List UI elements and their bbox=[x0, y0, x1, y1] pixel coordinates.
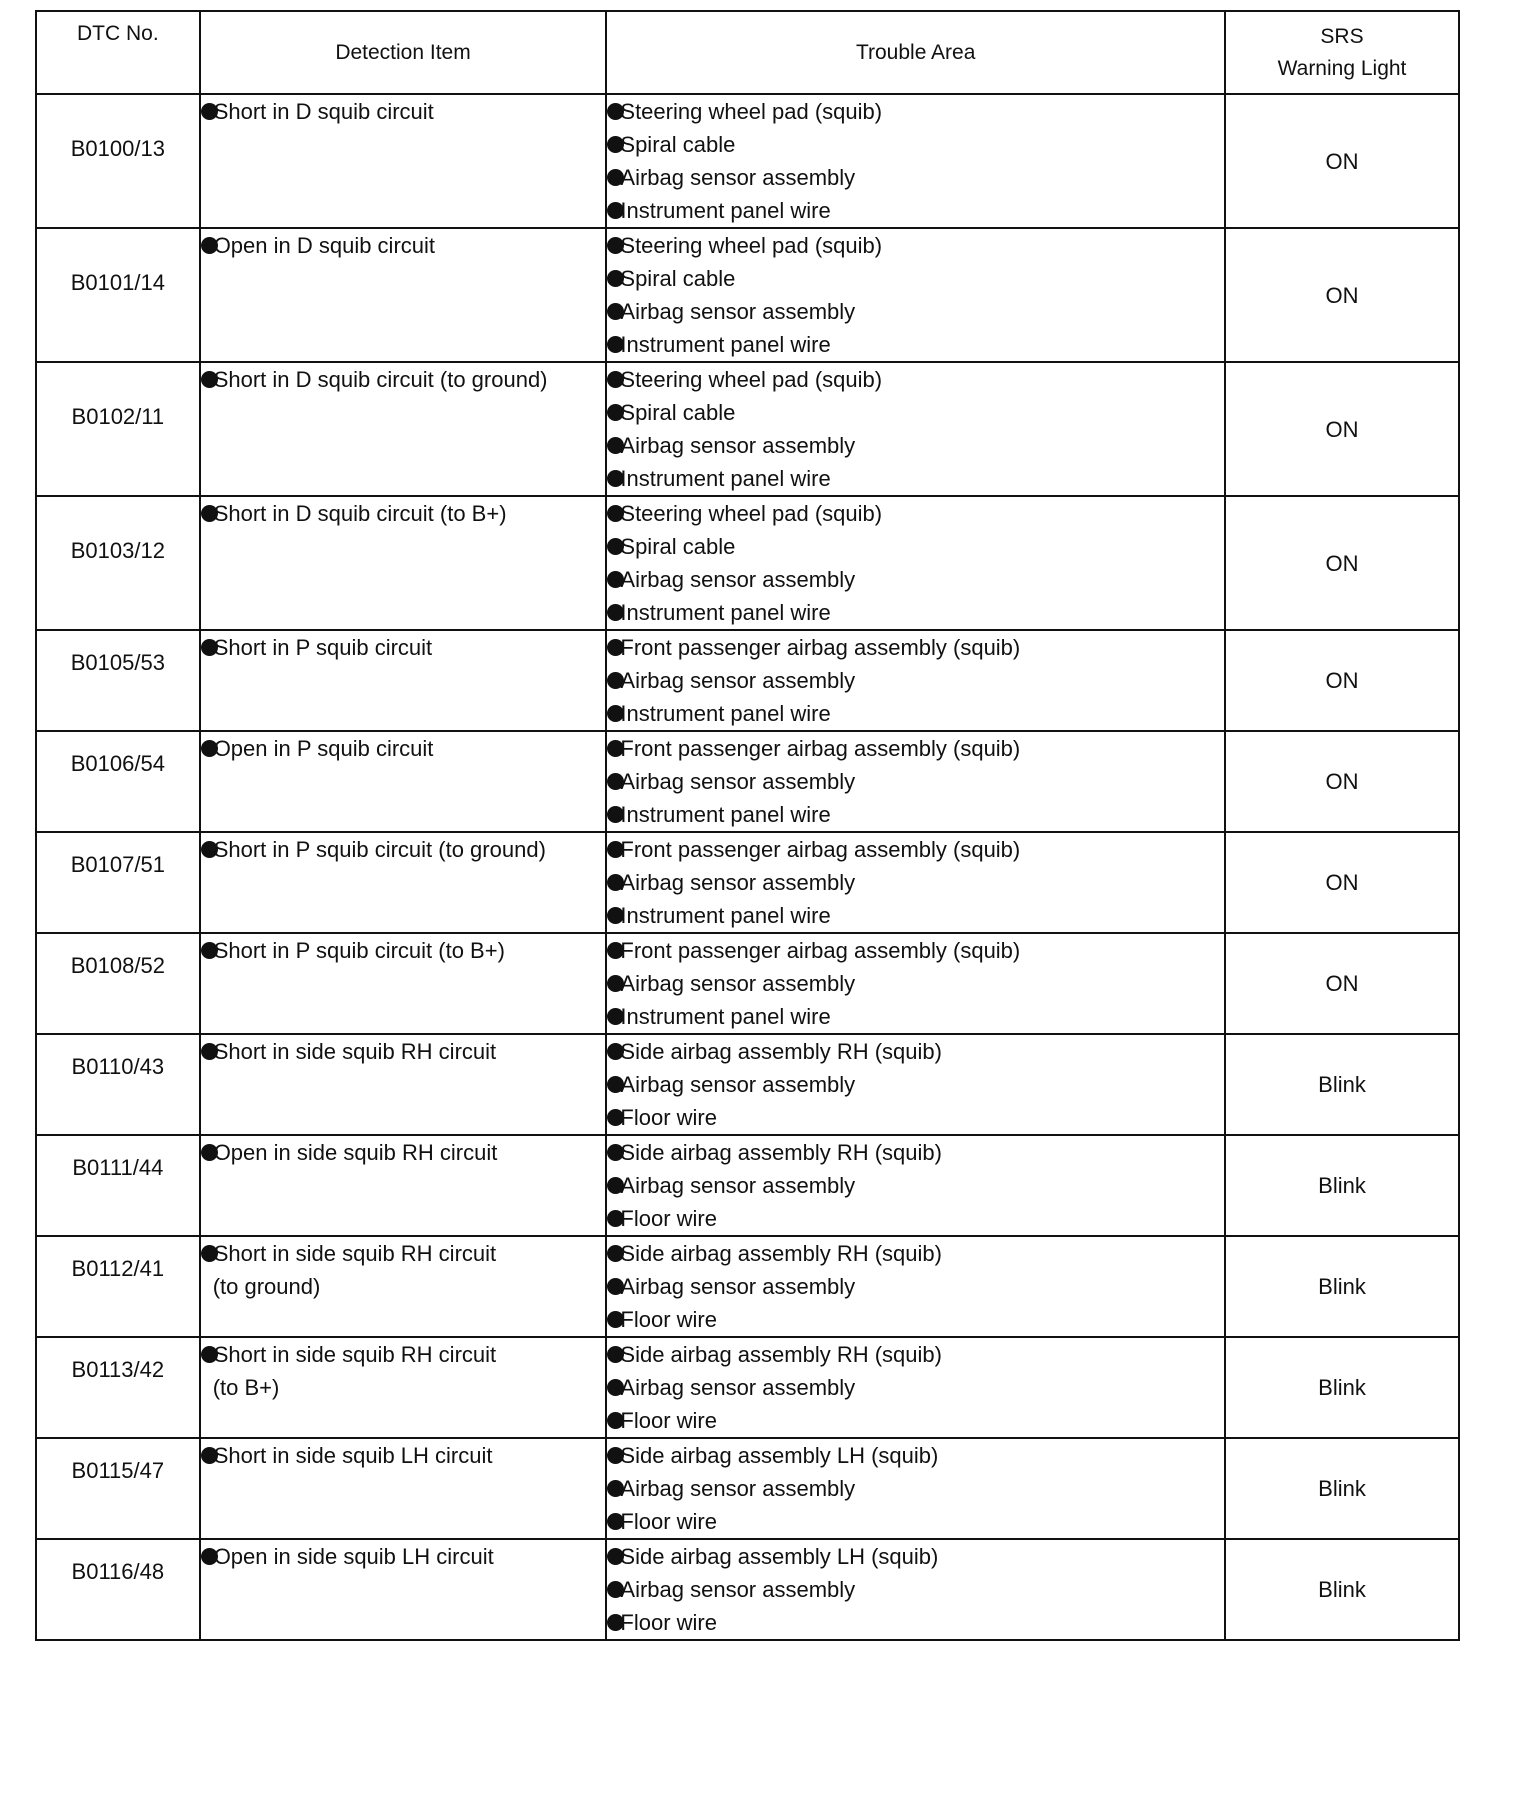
trouble-area-text: Airbag sensor assembly bbox=[620, 1476, 856, 1501]
table-row bbox=[36, 1236, 1459, 1337]
trouble-area-line bbox=[607, 664, 1224, 697]
trouble-area-cell bbox=[606, 362, 1225, 496]
trouble-area-line bbox=[607, 1371, 1224, 1404]
trouble-area-line bbox=[607, 429, 1224, 462]
table-row bbox=[36, 1337, 1459, 1438]
table-row bbox=[36, 362, 1459, 496]
trouble-area-text: Steering wheel pad (squib) bbox=[620, 233, 883, 258]
dtc-number: B0103/12 bbox=[36, 496, 200, 630]
detection-item-line bbox=[201, 833, 606, 866]
trouble-area-cell bbox=[606, 832, 1225, 933]
trouble-area-text: Floor wire bbox=[620, 1105, 717, 1130]
detection-item-cell bbox=[200, 1438, 607, 1539]
table-header bbox=[36, 11, 1459, 94]
trouble-area-cell bbox=[606, 1438, 1225, 1539]
trouble-area-line bbox=[607, 128, 1224, 161]
trouble-area-cell bbox=[606, 1135, 1225, 1236]
detection-item-line bbox=[201, 1338, 606, 1371]
trouble-area-text: Instrument panel wire bbox=[620, 701, 831, 726]
srs-warning-light-status: Blink bbox=[1225, 1236, 1459, 1337]
trouble-area-line bbox=[607, 396, 1224, 429]
trouble-area-text: Steering wheel pad (squib) bbox=[620, 367, 883, 392]
detection-item-line bbox=[201, 631, 606, 664]
detection-item-text: Short in side squib RH circuit bbox=[213, 1342, 497, 1367]
trouble-area-cell bbox=[606, 630, 1225, 731]
trouble-area-line bbox=[607, 1606, 1224, 1639]
trouble-area-text: Airbag sensor assembly bbox=[620, 1274, 856, 1299]
table-row bbox=[36, 94, 1459, 228]
detection-item-text: Short in side squib RH circuit bbox=[213, 1039, 497, 1064]
dtc-number: B0112/41 bbox=[36, 1236, 200, 1337]
trouble-area-text: Airbag sensor assembly bbox=[620, 1375, 856, 1400]
trouble-area-line bbox=[607, 1404, 1224, 1437]
detection-item-line bbox=[201, 229, 606, 262]
trouble-area-cell bbox=[606, 1337, 1225, 1438]
trouble-area-line bbox=[607, 229, 1224, 262]
trouble-area-text: Front passenger airbag assembly (squib) bbox=[620, 736, 1021, 761]
detection-item-line bbox=[201, 1270, 606, 1303]
detection-item-line bbox=[201, 363, 606, 396]
trouble-area-text: Front passenger airbag assembly (squib) bbox=[620, 938, 1021, 963]
dtc-number: B0105/53 bbox=[36, 630, 200, 731]
detection-item-cell bbox=[200, 1539, 607, 1640]
trouble-area-text: Side airbag assembly LH (squib) bbox=[620, 1544, 939, 1569]
trouble-area-line bbox=[607, 833, 1224, 866]
trouble-area-line bbox=[607, 765, 1224, 798]
detection-item-text: Short in side squib RH circuit bbox=[213, 1241, 497, 1266]
trouble-area-cell bbox=[606, 731, 1225, 832]
trouble-area-line bbox=[607, 732, 1224, 765]
dtc-number: B0111/44 bbox=[36, 1135, 200, 1236]
trouble-area-line bbox=[607, 262, 1224, 295]
trouble-area-cell bbox=[606, 1236, 1225, 1337]
detection-item-cell bbox=[200, 1034, 607, 1135]
trouble-area-line bbox=[607, 934, 1224, 967]
trouble-area-text: Spiral cable bbox=[620, 132, 736, 157]
trouble-area-text: Steering wheel pad (squib) bbox=[620, 99, 883, 124]
header-warning-light-label: Warning Light bbox=[1277, 56, 1407, 80]
trouble-area-line bbox=[607, 1573, 1224, 1606]
trouble-area-text: Airbag sensor assembly bbox=[620, 668, 856, 693]
trouble-area-text: Front passenger airbag assembly (squib) bbox=[620, 635, 1021, 660]
table-row bbox=[36, 228, 1459, 362]
detection-item-text: Short in P squib circuit (to ground) bbox=[213, 837, 546, 862]
trouble-area-line bbox=[607, 1439, 1224, 1472]
trouble-area-text: Spiral cable bbox=[620, 400, 736, 425]
detection-item-cell bbox=[200, 731, 607, 832]
dtc-number: B0107/51 bbox=[36, 832, 200, 933]
trouble-area-text: Spiral cable bbox=[620, 266, 736, 291]
srs-warning-light-status: ON bbox=[1225, 630, 1459, 731]
trouble-area-line bbox=[607, 95, 1224, 128]
dtc-table bbox=[35, 10, 1460, 1641]
detection-item-text: Open in side squib LH circuit bbox=[213, 1544, 494, 1569]
srs-warning-light-status: ON bbox=[1225, 496, 1459, 630]
detection-item-text: (to B+) bbox=[212, 1375, 280, 1400]
trouble-area-cell bbox=[606, 94, 1225, 228]
trouble-area-text: Instrument panel wire bbox=[620, 802, 831, 827]
detection-item-line bbox=[201, 934, 606, 967]
trouble-area-text: Floor wire bbox=[620, 1509, 717, 1534]
dtc-number: B0116/48 bbox=[36, 1539, 200, 1640]
detection-item-line bbox=[201, 1371, 606, 1404]
trouble-area-text: Airbag sensor assembly bbox=[620, 299, 856, 324]
trouble-area-text: Airbag sensor assembly bbox=[620, 1072, 856, 1097]
trouble-area-line bbox=[607, 967, 1224, 1000]
trouble-area-line bbox=[607, 1540, 1224, 1573]
srs-warning-light-status: ON bbox=[1225, 228, 1459, 362]
trouble-area-line bbox=[607, 697, 1224, 730]
trouble-area-line bbox=[607, 462, 1224, 495]
trouble-area-cell bbox=[606, 228, 1225, 362]
dtc-number: B0101/14 bbox=[36, 228, 200, 362]
trouble-area-line bbox=[607, 1303, 1224, 1336]
detection-item-cell bbox=[200, 1236, 607, 1337]
detection-item-line bbox=[201, 497, 606, 530]
trouble-area-text: Airbag sensor assembly bbox=[620, 769, 856, 794]
dtc-number: B0115/47 bbox=[36, 1438, 200, 1539]
trouble-area-line bbox=[607, 899, 1224, 932]
trouble-area-text: Side airbag assembly RH (squib) bbox=[620, 1241, 942, 1266]
trouble-area-text: Side airbag assembly LH (squib) bbox=[620, 1443, 939, 1468]
table-body bbox=[36, 94, 1459, 1640]
dtc-number: B0102/11 bbox=[36, 362, 200, 496]
trouble-area-cell bbox=[606, 1034, 1225, 1135]
trouble-area-line bbox=[607, 1202, 1224, 1235]
trouble-area-text: Side airbag assembly RH (squib) bbox=[620, 1140, 942, 1165]
header-srs-warning-light bbox=[1225, 11, 1459, 94]
trouble-area-line bbox=[607, 295, 1224, 328]
trouble-area-line bbox=[607, 1068, 1224, 1101]
table-row bbox=[36, 1135, 1459, 1236]
table-row bbox=[36, 630, 1459, 731]
trouble-area-line bbox=[607, 1000, 1224, 1033]
detection-item-line bbox=[201, 1439, 606, 1472]
srs-warning-light-status: ON bbox=[1225, 832, 1459, 933]
trouble-area-text: Airbag sensor assembly bbox=[620, 433, 856, 458]
detection-item-text: Open in side squib RH circuit bbox=[213, 1140, 498, 1165]
trouble-area-text: Spiral cable bbox=[620, 534, 736, 559]
detection-item-cell bbox=[200, 1337, 607, 1438]
trouble-area-line bbox=[607, 363, 1224, 396]
table-row bbox=[36, 832, 1459, 933]
detection-item-line bbox=[201, 1237, 606, 1270]
detection-item-line bbox=[201, 732, 606, 765]
detection-item-cell bbox=[200, 630, 607, 731]
trouble-area-line bbox=[607, 1338, 1224, 1371]
detection-item-cell bbox=[200, 362, 607, 496]
trouble-area-text: Airbag sensor assembly bbox=[620, 870, 856, 895]
header-dtc-no: DTC No. bbox=[36, 11, 200, 94]
detection-item-cell bbox=[200, 832, 607, 933]
trouble-area-text: Instrument panel wire bbox=[620, 903, 831, 928]
trouble-area-text: Instrument panel wire bbox=[620, 332, 831, 357]
detection-item-line bbox=[201, 1136, 606, 1169]
srs-warning-light-status: Blink bbox=[1225, 1337, 1459, 1438]
detection-item-line bbox=[201, 95, 606, 128]
trouble-area-text: Airbag sensor assembly bbox=[620, 165, 856, 190]
srs-warning-light-status: ON bbox=[1225, 94, 1459, 228]
trouble-area-text: Floor wire bbox=[620, 1408, 717, 1433]
dtc-number: B0100/13 bbox=[36, 94, 200, 228]
detection-item-line bbox=[201, 1540, 606, 1573]
detection-item-cell bbox=[200, 933, 607, 1034]
trouble-area-cell bbox=[606, 496, 1225, 630]
table-row bbox=[36, 1539, 1459, 1640]
trouble-area-text: Floor wire bbox=[620, 1206, 717, 1231]
detection-item-text: Open in D squib circuit bbox=[213, 233, 436, 258]
trouble-area-line bbox=[607, 631, 1224, 664]
trouble-area-cell bbox=[606, 933, 1225, 1034]
table-row bbox=[36, 731, 1459, 832]
detection-item-cell bbox=[200, 228, 607, 362]
table-row bbox=[36, 1438, 1459, 1539]
detection-item-cell bbox=[200, 1135, 607, 1236]
header-detection-item: Detection Item bbox=[200, 11, 607, 94]
trouble-area-text: Front passenger airbag assembly (squib) bbox=[620, 837, 1021, 862]
trouble-area-line bbox=[607, 798, 1224, 831]
trouble-area-text: Instrument panel wire bbox=[620, 1004, 831, 1029]
srs-warning-light-status: Blink bbox=[1225, 1438, 1459, 1539]
header-row bbox=[36, 11, 1459, 94]
detection-item-line bbox=[201, 1035, 606, 1068]
table-row bbox=[36, 933, 1459, 1034]
trouble-area-line bbox=[607, 1270, 1224, 1303]
table-row bbox=[36, 496, 1459, 630]
trouble-area-text: Instrument panel wire bbox=[620, 466, 831, 491]
detection-item-text: Short in P squib circuit bbox=[213, 635, 433, 660]
trouble-area-text: Side airbag assembly RH (squib) bbox=[620, 1039, 942, 1064]
header-srs-label: SRS bbox=[1320, 24, 1364, 48]
dtc-number: B0113/42 bbox=[36, 1337, 200, 1438]
detection-item-text: Short in D squib circuit bbox=[213, 99, 434, 124]
trouble-area-line bbox=[607, 328, 1224, 361]
trouble-area-text: Airbag sensor assembly bbox=[620, 1173, 856, 1198]
detection-item-text: Short in D squib circuit (to B+) bbox=[213, 501, 507, 526]
trouble-area-cell bbox=[606, 1539, 1225, 1640]
srs-warning-light-status: Blink bbox=[1225, 1034, 1459, 1135]
trouble-area-line bbox=[607, 866, 1224, 899]
detection-item-text: Short in P squib circuit (to B+) bbox=[213, 938, 505, 963]
trouble-area-line bbox=[607, 1101, 1224, 1134]
trouble-area-text: Instrument panel wire bbox=[620, 600, 831, 625]
trouble-area-line bbox=[607, 1035, 1224, 1068]
trouble-area-text: Airbag sensor assembly bbox=[620, 1577, 856, 1602]
trouble-area-line bbox=[607, 1472, 1224, 1505]
detection-item-text: Short in side squib LH circuit bbox=[213, 1443, 493, 1468]
trouble-area-line bbox=[607, 1237, 1224, 1270]
srs-warning-light-status: ON bbox=[1225, 362, 1459, 496]
trouble-area-line bbox=[607, 596, 1224, 629]
trouble-area-text: Floor wire bbox=[620, 1307, 717, 1332]
trouble-area-text: Floor wire bbox=[620, 1610, 717, 1635]
dtc-number: B0106/54 bbox=[36, 731, 200, 832]
srs-warning-light-status: ON bbox=[1225, 933, 1459, 1034]
trouble-area-text: Instrument panel wire bbox=[620, 198, 831, 223]
trouble-area-line bbox=[607, 497, 1224, 530]
detection-item-text: (to ground) bbox=[212, 1274, 321, 1299]
table-row bbox=[36, 1034, 1459, 1135]
trouble-area-line bbox=[607, 1169, 1224, 1202]
srs-warning-light-status: Blink bbox=[1225, 1539, 1459, 1640]
trouble-area-line bbox=[607, 194, 1224, 227]
detection-item-cell bbox=[200, 94, 607, 228]
trouble-area-line bbox=[607, 1136, 1224, 1169]
detection-item-text: Short in D squib circuit (to ground) bbox=[213, 367, 548, 392]
detection-item-text: Open in P squib circuit bbox=[213, 736, 434, 761]
trouble-area-line bbox=[607, 530, 1224, 563]
trouble-area-text: Steering wheel pad (squib) bbox=[620, 501, 883, 526]
trouble-area-text: Airbag sensor assembly bbox=[620, 971, 856, 996]
srs-warning-light-status: ON bbox=[1225, 731, 1459, 832]
trouble-area-line bbox=[607, 161, 1224, 194]
header-trouble-area: Trouble Area bbox=[606, 11, 1225, 94]
dtc-number: B0110/43 bbox=[36, 1034, 200, 1135]
trouble-area-text: Side airbag assembly RH (squib) bbox=[620, 1342, 942, 1367]
dtc-number: B0108/52 bbox=[36, 933, 200, 1034]
trouble-area-line bbox=[607, 563, 1224, 596]
trouble-area-text: Airbag sensor assembly bbox=[620, 567, 856, 592]
detection-item-cell bbox=[200, 496, 607, 630]
srs-warning-light-status: Blink bbox=[1225, 1135, 1459, 1236]
trouble-area-line bbox=[607, 1505, 1224, 1538]
